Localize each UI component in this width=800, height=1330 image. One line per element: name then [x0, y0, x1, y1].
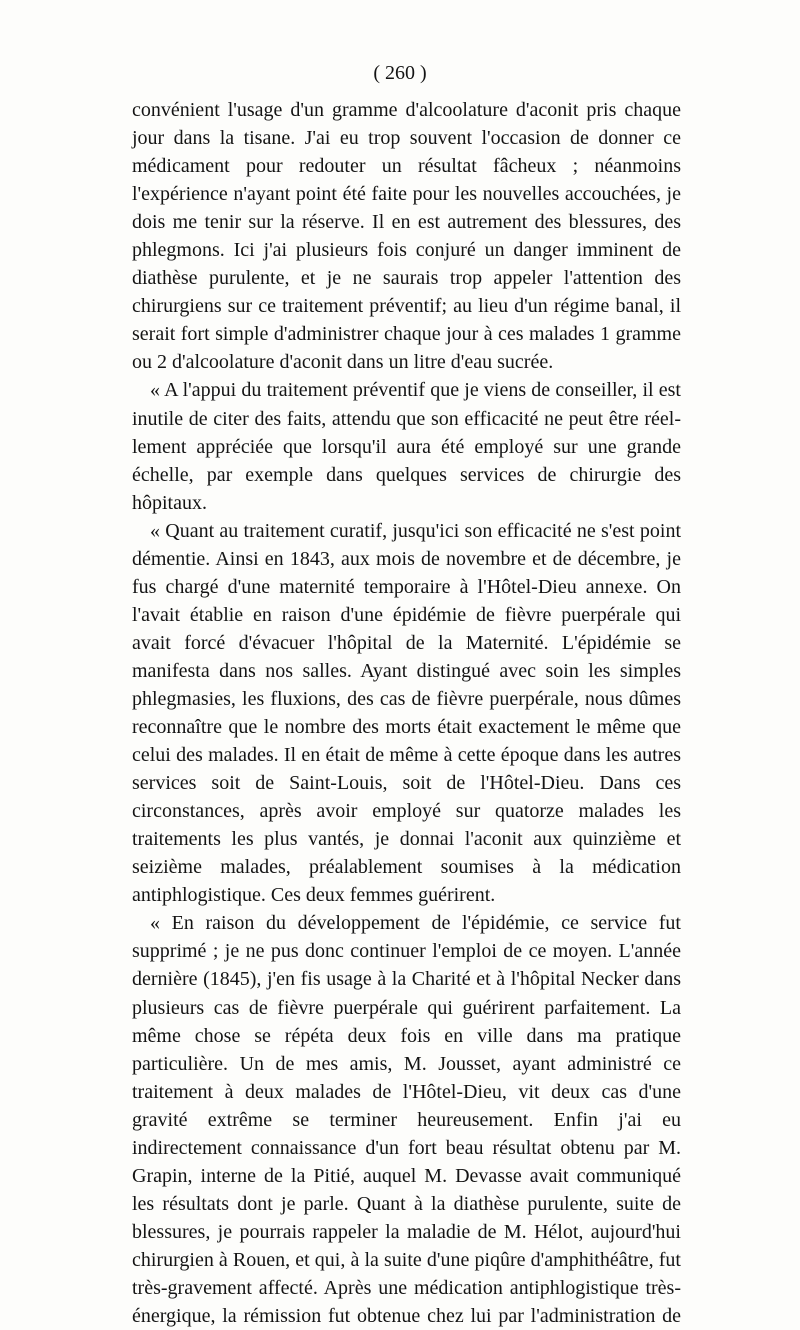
body-text: [132, 96, 681, 1330]
paragraph-3: « Quant au traitement curatif, jusqu'ici son efficacité ne s'est point démentie. Ainsi en 1843, aux mois de novembre et de décembre, je fus chargé d'une maternité temporaire à l'Hôtel-Dieu annexe. On l'avait établie en raison d'une épidémie de fièvre puerpérale qui avait forcé d'évacuer l'hôpital de la Maternité. L'épidémie se manifesta dans nos salles. Ayant distingué avec soin les simples phlegmasies, les fluxions, des cas de fièvre puerpérale, nous dûmes reconnaître que le nombre des morts était exactement le même que celui des malades. Il en était de même à cette époque dans les autres services soit de Saint-Louis, soit de l'Hôtel-Dieu. Dans ces circonstances, après avoir employé sur quatorze malades les traitements les plus vantés, je donnai l'aconit aux quinzième et seizième malades, préalablement soumises à la médication antiphlogistique. Ces deux femmes guérirent.: [132, 519, 681, 907]
paragraph-2: « A l'appui du traitement préventif que je viens de conseiller, il est inutile de citer des faits, attendu que son efficacité ne peut être réellement appréciée que lorsqu'il aura été employé sur une grande échelle, par exemple dans quelques services de chirurgie des hôpitaux.: [132, 379, 681, 514]
paragraph-1: convénient l'usage d'un gramme d'alcoolature d'aconit pris chaque jour dans la tisane. J'ai eu trop souvent l'occasion de donner ce médicament pour redouter un résultat fâcheux ; néanmoins l'expérience n'ayant point été faite pour les nouvelles accouchées, je dois me tenir sur la réserve. Il en est autrement des blessures, des phlegmons. Ici j'ai plusieurs fois conjuré un danger imminent de diathèse purulente, et je ne saurais trop appeler l'attention des chirurgiens sur ce traitement préventif; au lieu d'un régime banal, il serait fort simple d'administrer chaque jour à ces malades 1 gramme ou 2 d'alcoolature d'aconit dans un litre d'eau sucrée.: [132, 99, 681, 374]
page-number: ( 260 ): [373, 62, 427, 84]
paragraph-4: « En raison du développement de l'épidémie, ce service fut supprimé ; je ne pus donc continuer l'emploi de ce moyen. L'année dernière (1845), j'en fis usage à la Charité et à l'hôpital Necker dans plusieurs cas de fièvre puerpérale qui guérirent parfaitement. La même chose se répéta deux fois en ville dans ma pratique particulière. Un de mes amis, M. Jousset, ayant administré ce traitement à deux malades de l'Hôtel-Dieu, vit deux cas d'une gravité extrême se terminer heureusement. Enfin j'ai eu indirectement connaissance d'un fort beau résultat obtenu par M. Grapin, interne de la Pitié, auquel M. Devasse avait communiqué les résultats dont je parle. Quant à la diathèse purulente, suite de blessures, je pourrais rappeler la maladie de M. Hélot, aujourd'hui chirurgien à Rouen, et qui, à la suite d'une piqûre d'amphithéâtre, fut très-gravement affecté. Après une médication antiphlogistique très-énergique, la rémission fut obtenue chez lui par l'administration de: [132, 912, 681, 1328]
